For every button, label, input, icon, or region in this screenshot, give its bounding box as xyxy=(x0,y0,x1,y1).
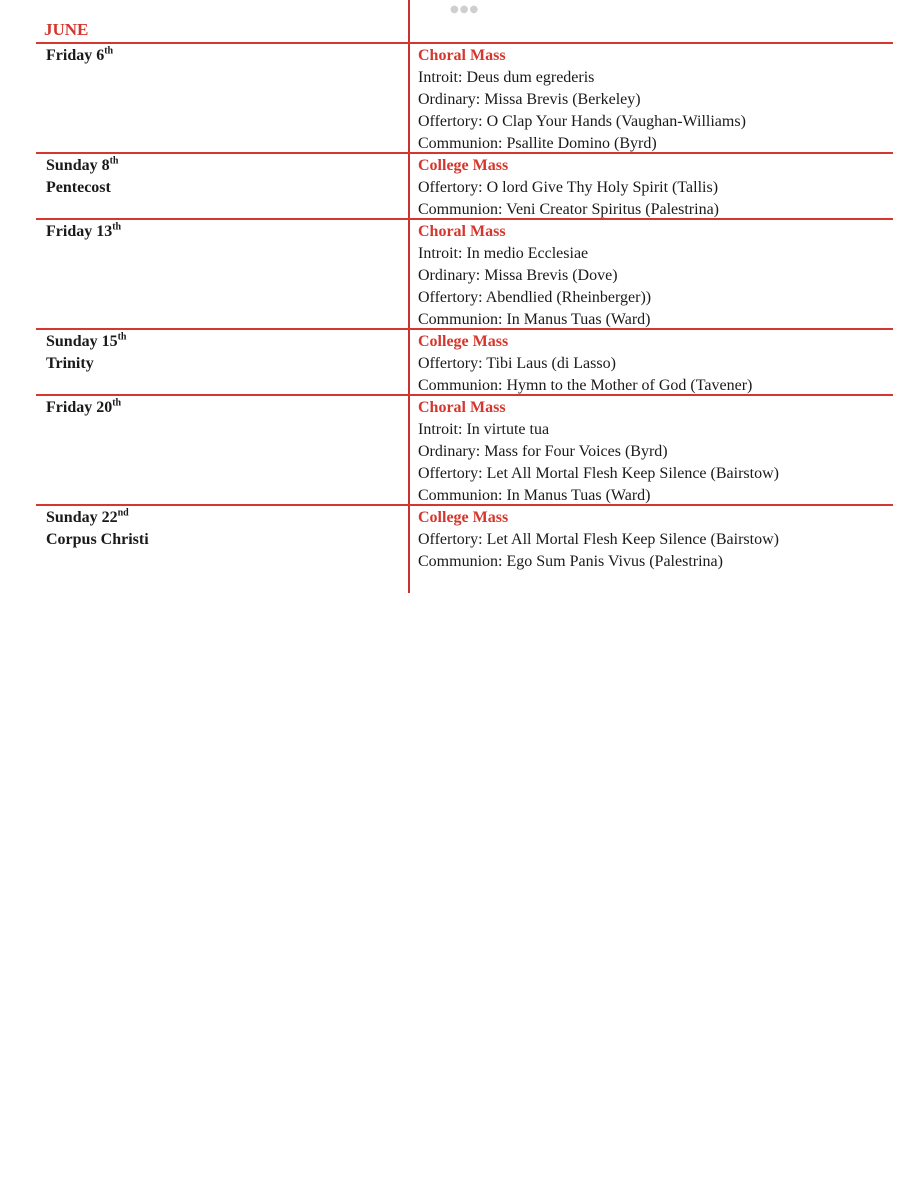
day-suffix: th xyxy=(112,221,122,233)
more-dots-icon: ●●● xyxy=(450,4,480,15)
music-item: Communion: In Manus Tuas (Ward) xyxy=(418,311,651,328)
feast-label: Corpus Christi xyxy=(46,531,149,548)
music-item: Communion: Ego Sum Panis Vivus (Palestrina) xyxy=(418,553,723,570)
music-cell xyxy=(418,507,779,573)
day-suffix: th xyxy=(112,397,122,409)
date-cell xyxy=(46,155,119,199)
day-label: Friday 6 xyxy=(46,47,105,64)
day-suffix: th xyxy=(117,331,127,343)
row-divider xyxy=(36,42,893,44)
music-item: Offertory: O Clap Your Hands (Vaughan-Williams) xyxy=(418,113,746,130)
music-cell xyxy=(418,155,719,221)
music-cell xyxy=(418,221,651,331)
music-item: Offertory: Let All Mortal Flesh Keep Silence (Bairstow) xyxy=(418,465,779,482)
day-label: Friday 13 xyxy=(46,223,113,240)
music-item: Communion: Hymn to the Mother of God (Tavener) xyxy=(418,377,753,394)
day-label: Friday 20 xyxy=(46,399,113,416)
day-suffix: nd xyxy=(117,507,129,519)
row-divider xyxy=(36,394,893,396)
music-item: Ordinary: Mass for Four Voices (Byrd) xyxy=(418,443,668,460)
music-item: Offertory: Abendlied (Rheinberger)) xyxy=(418,289,652,306)
day-label: Sunday 8 xyxy=(46,157,110,174)
date-cell xyxy=(46,45,113,67)
music-cell xyxy=(418,397,779,507)
row-divider xyxy=(36,504,893,506)
feast-label: Pentecost xyxy=(46,179,111,196)
mass-type: College Mass xyxy=(418,509,509,526)
mass-type: College Mass xyxy=(418,333,509,350)
date-cell xyxy=(46,397,121,419)
music-item: Ordinary: Missa Brevis (Berkeley) xyxy=(418,91,641,108)
music-cell xyxy=(418,331,752,397)
month-heading: JUNE xyxy=(44,20,89,39)
date-cell xyxy=(46,507,149,551)
mass-type: Choral Mass xyxy=(418,47,506,64)
date-cell xyxy=(46,331,127,375)
day-suffix: th xyxy=(109,155,119,167)
music-item: Offertory: Let All Mortal Flesh Keep Silence (Bairstow) xyxy=(418,531,779,548)
mass-type: Choral Mass xyxy=(418,223,506,240)
music-item: Introit: In virtute tua xyxy=(418,421,550,438)
date-cell xyxy=(46,221,121,243)
music-cell xyxy=(418,45,746,155)
row-divider xyxy=(36,328,893,330)
row-divider xyxy=(36,218,893,220)
music-item: Communion: In Manus Tuas (Ward) xyxy=(418,487,651,504)
music-item: Offertory: O lord Give Thy Holy Spirit (Tallis) xyxy=(418,179,719,196)
music-item: Communion: Psallite Domino (Byrd) xyxy=(418,135,657,152)
music-item: Offertory: Tibi Laus (di Lasso) xyxy=(418,355,616,372)
music-item: Introit: In medio Ecclesiae xyxy=(418,245,589,262)
day-label: Sunday 22 xyxy=(46,509,118,526)
music-item: Communion: Veni Creator Spiritus (Palestrina) xyxy=(418,201,720,218)
day-suffix: th xyxy=(104,45,114,57)
mass-type: College Mass xyxy=(418,157,509,174)
day-label: Sunday 15 xyxy=(46,333,118,350)
music-item: Introit: Deus dum egrederis xyxy=(418,69,595,86)
mass-type: Choral Mass xyxy=(418,399,506,416)
music-item: Ordinary: Missa Brevis (Dove) xyxy=(418,267,618,284)
row-divider xyxy=(36,152,893,154)
feast-label: Trinity xyxy=(46,355,94,372)
